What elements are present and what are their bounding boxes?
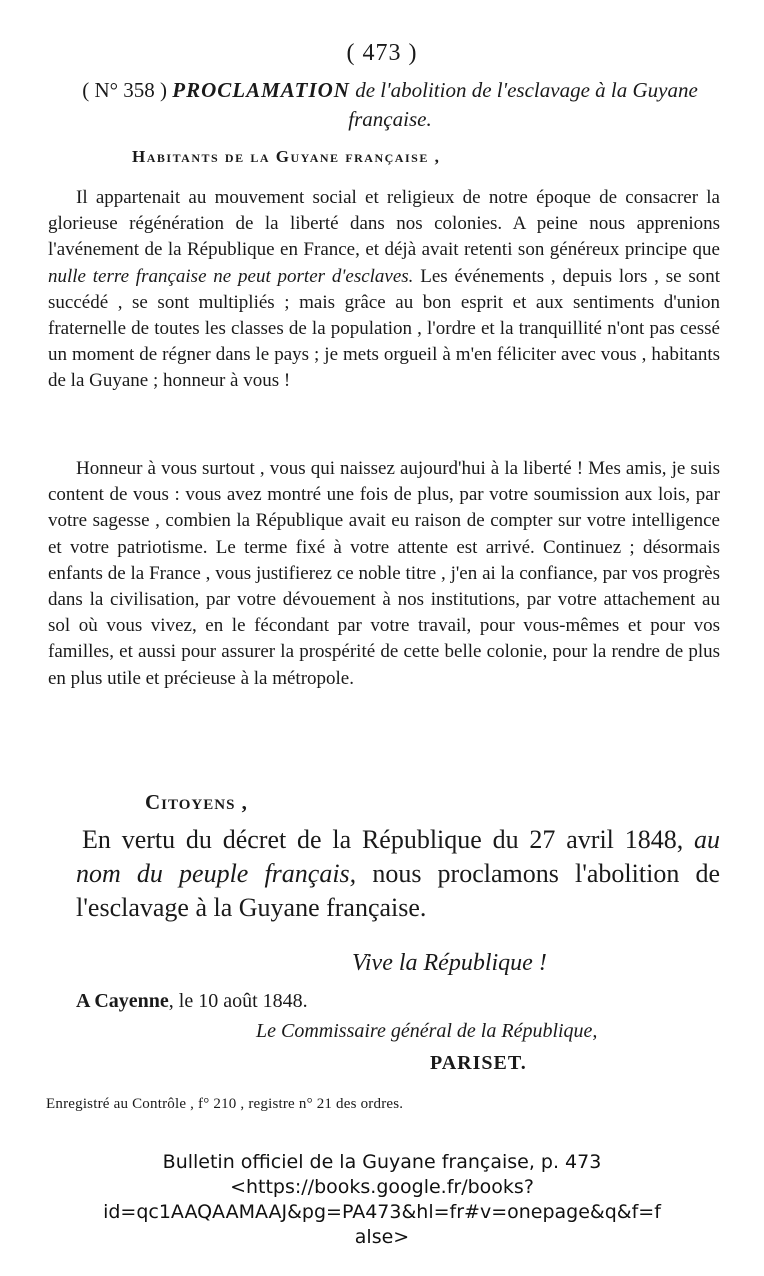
proclamation-subtitle: de l'abolition de l'esclavage à la Guyane française.	[348, 78, 698, 131]
caption-line-2: <https://books.google.fr/books?	[230, 1176, 534, 1198]
caption-line-3: id=qc1AAQAAMAAJ&pg=PA473&hl=fr#v=onepage&q&f=f	[103, 1201, 661, 1223]
paragraph-1-tail: Les événements , depuis lors , se sont succédé , se sont multipliés ; mais grâce au bon esprit et aux sentiments d'union fraternelle de toutes les classes de la population , l'ordre et la tranquillité n'ont pas cessé un moment de régner dans le pays ; je mets orgueil à m'en féliciter avec vous , habitants de la Guyane ; honneur à vous !	[48, 265, 720, 392]
register-note: Enregistré au Contrôle , f° 210 , registre n° 21 des ordres.	[46, 1096, 404, 1112]
source-caption	[20, 1150, 744, 1250]
place-name: A Cayenne	[76, 990, 169, 1012]
paragraph-2: Honneur à vous surtout , vous qui naissez aujourd'hui à la liberté ! Mes amis, je suis content de vous : vous avez montré une fois de plus, par votre soumission aux lois, par votre sagesse , combien la République avait eu raison de compter sur votre intelligence et votre patriotisme. Le terme fixé à votre attente est arrivé. Continuez ; désormais enfants de la France , vous justifierez ce noble titre , j'en ai la confiance, par vos progrès dans la civilisation, par votre dévouement à nos institutions, par votre attachement au sol où vous vivez, en le fécondant par votre travail, pour vous-mêmes et pour vos familles, et aussi pour assurer la prospérité de cette belle colonie, pour la rendre de plus en plus utile et précieuse à la métropole.	[48, 458, 720, 689]
decree-paragraph	[76, 823, 720, 925]
page-number: ( 473 )	[346, 40, 418, 66]
document-heading	[50, 76, 730, 134]
paragraph-1	[48, 185, 720, 395]
place-date	[76, 990, 308, 1013]
decree-italic: au nom du peuple français,	[76, 825, 721, 888]
paragraph-1-italic: nulle terre française ne peut porter d'esclaves.	[48, 265, 414, 287]
caption-line-1: Bulletin officiel de la Guyane française, p. 473	[162, 1151, 602, 1173]
signature-role: Le Commissaire général de la République,	[256, 1020, 598, 1042]
salutation: Habitants de la Guyane française ,	[132, 147, 441, 166]
signature-name: PARISET.	[430, 1052, 527, 1074]
proclamation-title: PROCLAMATION	[172, 78, 350, 102]
decree-end: nous proclamons l'abolition de l'esclavage à la Guyane française.	[76, 859, 720, 922]
caption-line-4: alse>	[354, 1226, 410, 1248]
place-date-rest: , le 10 août 1848.	[168, 990, 308, 1012]
decree-start: En vertu du décret de la République du 27 avril 1848,	[82, 825, 684, 854]
paragraph-1-text: Il appartenait au mouvement social et religieux de notre époque de consacrer la glorieuse régénération de la liberté dans nos colonies. A peine nous apprenions l'avénement de la République en France, et déjà avait retenti son généreux principe que	[48, 187, 720, 261]
vive-la-republique: Vive la République !	[352, 950, 547, 976]
citoyens-heading: Citoyens ,	[145, 790, 248, 814]
proclamation-number: ( N° 358 )	[82, 78, 168, 102]
